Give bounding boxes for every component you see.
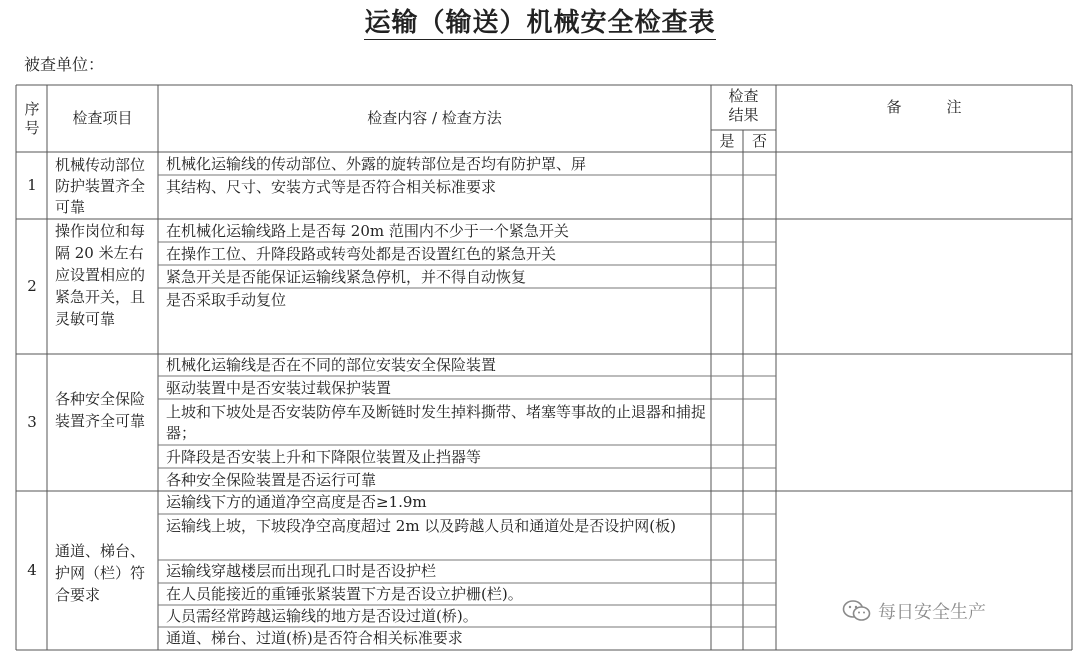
section-3-row-2: 驱动装置中是否安装过载保护装置 bbox=[166, 379, 392, 397]
section-4-row-1: 运输线下方的通道净空高度是否≥1.9m bbox=[166, 493, 427, 511]
section-4-row-6: 通道、梯台、过道(桥)是否符合相关标准要求 bbox=[166, 629, 463, 647]
header-remark: 备 注 bbox=[886, 98, 962, 116]
section-1-row-1: 机械化运输线的传动部位、外露的旋转部位是否均有防护罩、屏 bbox=[166, 155, 587, 173]
header-result: 检查结果 bbox=[728, 87, 759, 124]
section-4-row-2: 运输线上坡，下坡段净空高度超过 2m 以及跨越人员和通道处是否设护网(板) bbox=[166, 517, 677, 535]
watermark bbox=[842, 598, 986, 624]
header-content: 检查内容 / 检查方法 bbox=[367, 109, 502, 127]
section-2-row-1: 在机械化运输线路上是否每 20m 范围内不少于一个紧急开关 bbox=[166, 222, 569, 240]
section-4-row-3: 运输线穿越楼层而出现孔口时是否设护栏 bbox=[166, 562, 437, 580]
section-4-row-5: 人员需经常跨越运输线的地方是否设过道(桥)。 bbox=[166, 607, 478, 625]
section-3-row-1: 机械化运输线是否在不同的部位安装安全保险装置 bbox=[166, 356, 497, 374]
section-3-item: 各种安全保险装置齐全可靠 bbox=[55, 390, 146, 430]
section-1-item: 机械传动部位防护装置齐全可靠 bbox=[55, 156, 146, 216]
header-yes: 是 bbox=[719, 131, 735, 150]
page-title: 运输（输送）机械安全检查表 bbox=[364, 8, 716, 38]
inspected-unit-label: 被查单位： bbox=[24, 55, 105, 74]
section-4-seq: 4 bbox=[27, 561, 37, 579]
section-1-seq: 1 bbox=[27, 176, 37, 194]
section-2-row-3: 紧急开关是否能保证运输线紧急停机，并不得自动恢复 bbox=[166, 268, 527, 286]
section-4-item: 通道、梯台、护网（栏）符合要求 bbox=[55, 542, 146, 604]
header-item: 检查项目 bbox=[72, 109, 133, 127]
header-no: 否 bbox=[751, 131, 767, 150]
section-1-row-2: 其结构、尺寸、安装方式等是否符合相关标准要求 bbox=[166, 178, 497, 196]
section-3-row-3: 上坡和下坡处是否安装防停车及断链时发生掉料撕带、堵塞等事故的止退器和捕捉器； bbox=[166, 403, 707, 442]
section-2-seq: 2 bbox=[27, 277, 37, 295]
section-3-seq: 3 bbox=[27, 413, 37, 431]
section-2-row-2: 在操作工位、升降段路或转弯处都是否设置红色的紧急开关 bbox=[166, 245, 557, 263]
section-3-row-5: 各种安全保险装置是否运行可靠 bbox=[166, 471, 377, 489]
section-3-row-4: 升降段是否安装上升和下降限位装置及止挡器等 bbox=[166, 448, 482, 466]
section-2-item: 操作岗位和每隔 20 米左右应设置相应的紧急开关，且灵敏可靠 bbox=[55, 222, 146, 328]
wechat-icon bbox=[842, 599, 872, 623]
watermark-text: 每日安全生产 bbox=[878, 602, 986, 623]
section-2-row-4: 是否采取手动复位 bbox=[166, 291, 287, 309]
header-seq: 序号 bbox=[24, 99, 40, 137]
section-4-row-4: 在人员能接近的重锤张紧装置下方是否设立护栅(栏)。 bbox=[166, 585, 523, 603]
